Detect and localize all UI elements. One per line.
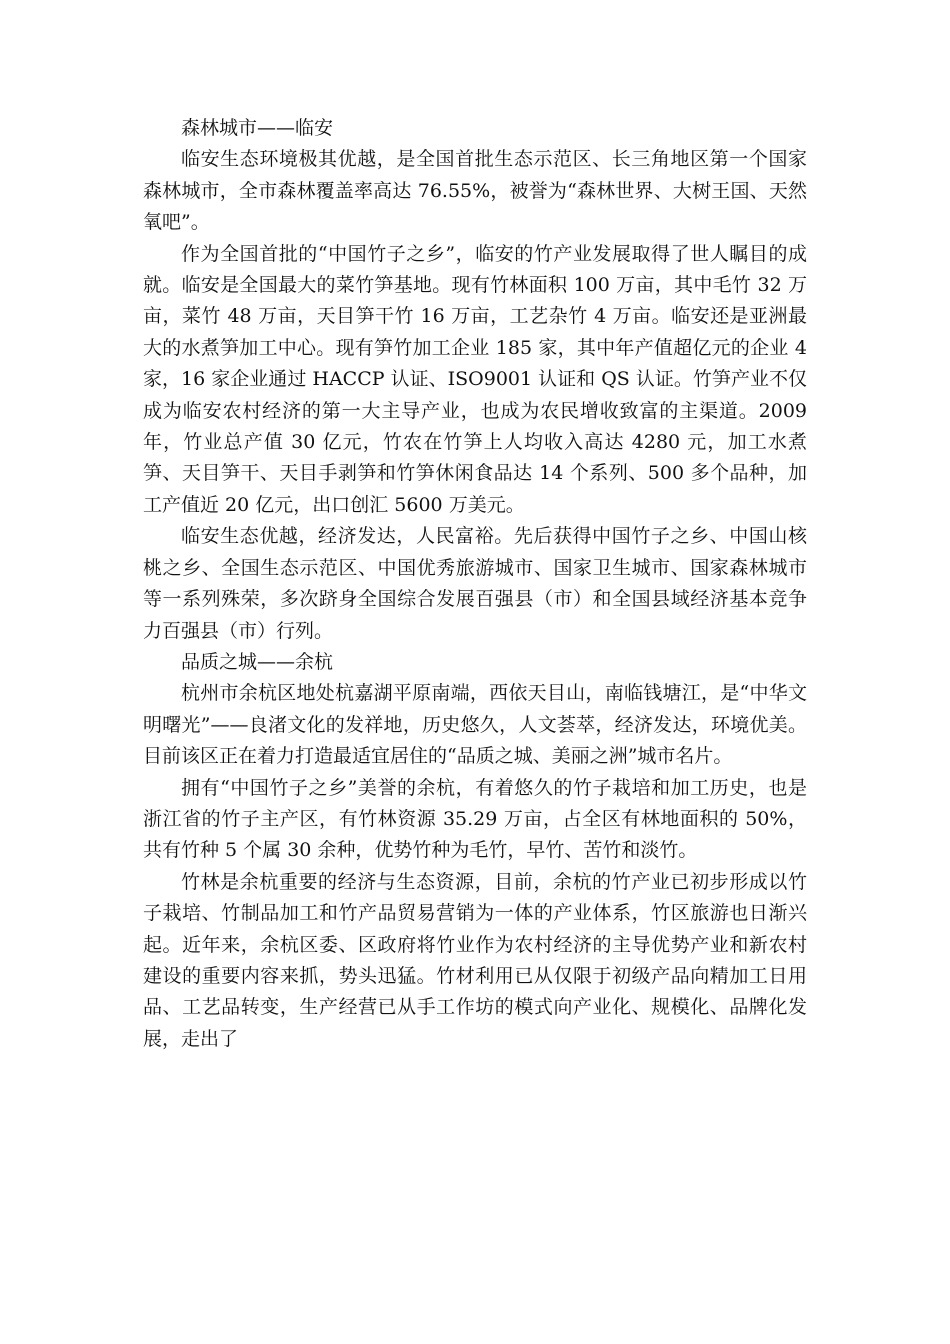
document-page [143, 113, 807, 1055]
paragraph-linan-honors: 临安生态优越，经济发达，人民富裕。先后获得中国竹子之乡、中国山核桃之乡、全国生态示范区、中国优秀旅游城市、国家卫生城市、国家森林城市等一系列殊荣，多次跻身全国综合发展百强县（市）和全国县域经济基本竞争力百强县（市）行列。 [143, 525, 807, 642]
paragraph-yuhang-bamboo-industry: 竹林是余杭重要的经济与生态资源，目前，余杭的竹产业已初步形成以竹子栽培、竹制品加工和竹产品贸易营销为一体的产业体系，竹区旅游也日渐兴起。近年来，余杭区委、区政府将竹业作为农村经济的主导优势产业和新农村建设的重要内容来抓，势头迅猛。竹材利用已从仅限于初级产品向精加工日用品、工艺品转变，生产经营已从手工作坊的模式向产业化、规模化、品牌化发展，走出了 [143, 870, 807, 1050]
paragraph-linan-bamboo-industry: 作为全国首批的“中国竹子之乡”，临安的竹产业发展取得了世人瞩目的成就。临安是全国最大的菜竹笋基地。现有竹林面积 100 万亩，其中毛竹 32 万亩，菜竹 48 万亩，天目笋干竹 16 万亩，工艺杂竹 4 万亩。临安还是亚洲最大的水煮笋加工中心。现有笋竹加工企业 185 家，其中年产值超亿元的企业 4 家，16 家企业通过 HACCP 认证、ISO9001 认证和 QS 认证。竹笋产业不仅成为临安农村经济的第一大主导产业，也成为农民增收致富的主渠道。2009 年，竹业总产值 30 亿元，竹农在竹笋上人均收入高达 4280 元，加工水煮笋、天目笋干、天目手剥笋和竹笋休闲食品达 14 个系列、500 多个品种，加工产值近 20 亿元，出口创汇 5600 万美元。 [143, 242, 807, 516]
section-heading-yuhang: 品质之城——余杭 [181, 650, 334, 673]
paragraph-linan-ecology: 临安生态环境极其优越，是全国首批生态示范区、长三角地区第一个国家森林城市，全市森林覆盖率高达 76.55%，被誉为“森林世界、大树王国、天然氧吧”。 [143, 148, 807, 234]
paragraph-yuhang-location: 杭州市余杭区地处杭嘉湖平原南端，西依天目山，南临钱塘江，是“中华文明曙光”——良渚文化的发祥地，历史悠久，人文荟萃，经济发达，环境优美。目前该区正在着力打造最适宜居住的“品质之城、美丽之洲”城市名片。 [143, 682, 807, 768]
paragraph-yuhang-bamboo-resources: 拥有“中国竹子之乡”美誉的余杭，有着悠久的竹子栽培和加工历史，也是浙江省的竹子主产区，有竹林资源 35.29 万亩，占全区有林地面积的 50%，共有竹种 5 个属 30 余种，优势竹种为毛竹，早竹、苦竹和淡竹。 [143, 776, 807, 862]
section-heading-linan: 森林城市——临安 [181, 117, 334, 139]
